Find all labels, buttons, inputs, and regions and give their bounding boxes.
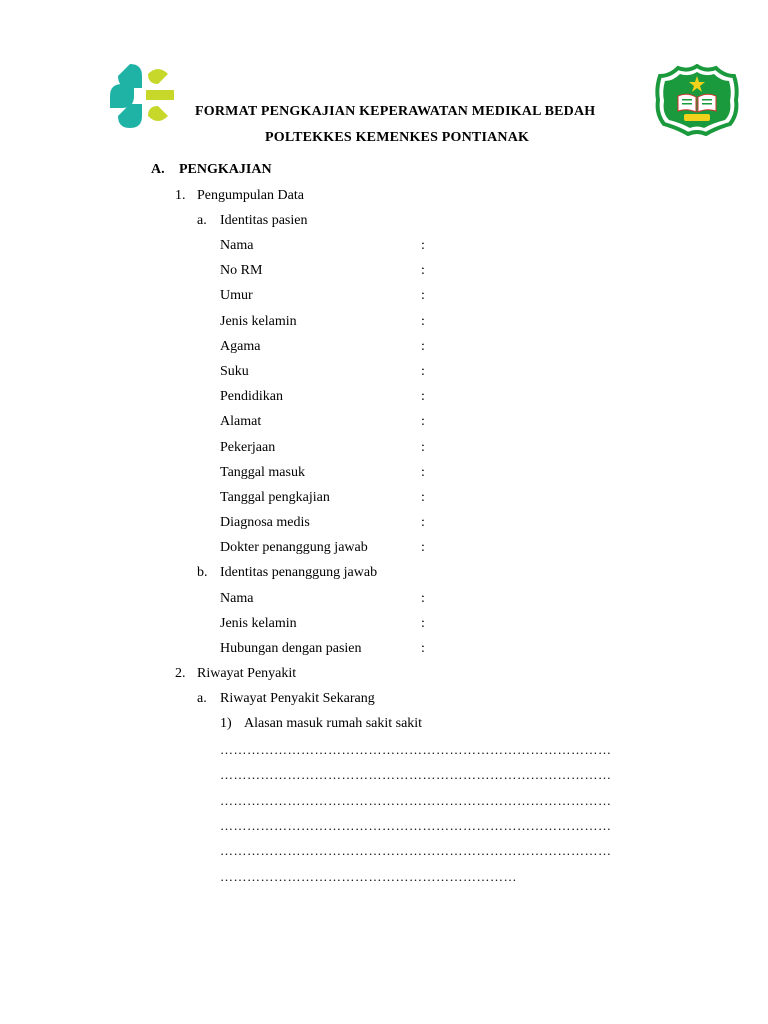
logo-leaf-lime-top: [148, 69, 168, 84]
field-colon: :: [421, 641, 425, 656]
section-a-heading: PENGKAJIAN: [179, 162, 272, 177]
field-colon: :: [421, 364, 425, 379]
dotted-line: ……………………………………………………………………………: [220, 843, 612, 858]
logo-leaf-top: [118, 64, 142, 88]
dotted-line: ……………………………………………………………………………: [220, 793, 612, 808]
field-label: Jenis kelamin: [220, 314, 297, 329]
emblem-ribbon: [684, 114, 710, 121]
dotted-line: ……………………………………………………………………………: [220, 818, 612, 833]
field-colon: :: [421, 540, 425, 555]
field-label: Suku: [220, 364, 249, 379]
field-colon: :: [421, 238, 425, 253]
item-1a-label: Identitas pasien: [220, 213, 308, 228]
kemenkes-logo: [104, 60, 178, 130]
item-2a1-marker: 1): [220, 716, 232, 731]
poltekkes-emblem: [654, 64, 740, 136]
field-colon: :: [421, 440, 425, 455]
field-label: Tanggal pengkajian: [220, 490, 330, 505]
item-2a-label: Riwayat Penyakit Sekarang: [220, 691, 375, 706]
item-2a1-label: Alasan masuk rumah sakit sakit: [244, 716, 423, 731]
field-colon: :: [421, 490, 425, 505]
field-label: Diagnosa medis: [220, 515, 310, 530]
field-colon: :: [421, 314, 425, 329]
field-colon: :: [421, 414, 425, 429]
field-label: Nama: [220, 591, 254, 606]
field-label: Hubungan dengan pasien: [220, 641, 362, 656]
item-2-marker: 2.: [175, 666, 186, 681]
field-label: Tanggal masuk: [220, 465, 305, 480]
field-label: Dokter penanggung jawab: [220, 540, 368, 555]
field-label: Umur: [220, 288, 253, 303]
field-label: Pekerjaan: [220, 440, 276, 455]
field-colon: :: [421, 591, 425, 606]
dotted-line: …………………………………………………………: [220, 869, 517, 884]
field-label: Nama: [220, 238, 254, 253]
field-colon: :: [421, 339, 425, 354]
field-label: Alamat: [220, 414, 262, 429]
field-colon: :: [421, 465, 425, 480]
field-colon: :: [421, 288, 425, 303]
field-label: No RM: [220, 263, 263, 278]
logo-leaf-lime-mid: [146, 90, 174, 100]
dotted-line: ……………………………………………………………………………: [220, 742, 612, 757]
item-2-label: Riwayat Penyakit: [197, 666, 297, 681]
item-1-marker: 1.: [175, 188, 186, 203]
item-1a-marker: a.: [197, 213, 207, 228]
field-label: Pendidikan: [220, 389, 283, 404]
field-colon: :: [421, 515, 425, 530]
document-subtitle: POLTEKKES KEMENKES PONTIANAK: [265, 130, 530, 145]
field-colon: :: [421, 389, 425, 404]
field-label: Agama: [220, 339, 261, 354]
item-1b-label: Identitas penanggung jawab: [220, 565, 378, 580]
item-2a-marker: a.: [197, 691, 207, 706]
item-1b-marker: b.: [197, 565, 208, 580]
logo-leaf-lime-bottom: [148, 106, 168, 121]
dotted-line: ……………………………………………………………………………: [220, 767, 612, 782]
item-1-label: Pengumpulan Data: [197, 188, 304, 203]
document-title: FORMAT PENGKAJIAN KEPERAWATAN MEDIKAL BEDAH: [195, 104, 596, 119]
field-colon: :: [421, 263, 425, 278]
section-a-marker: A.: [151, 162, 165, 177]
field-label: Jenis kelamin: [220, 616, 297, 631]
field-colon: :: [421, 616, 425, 631]
